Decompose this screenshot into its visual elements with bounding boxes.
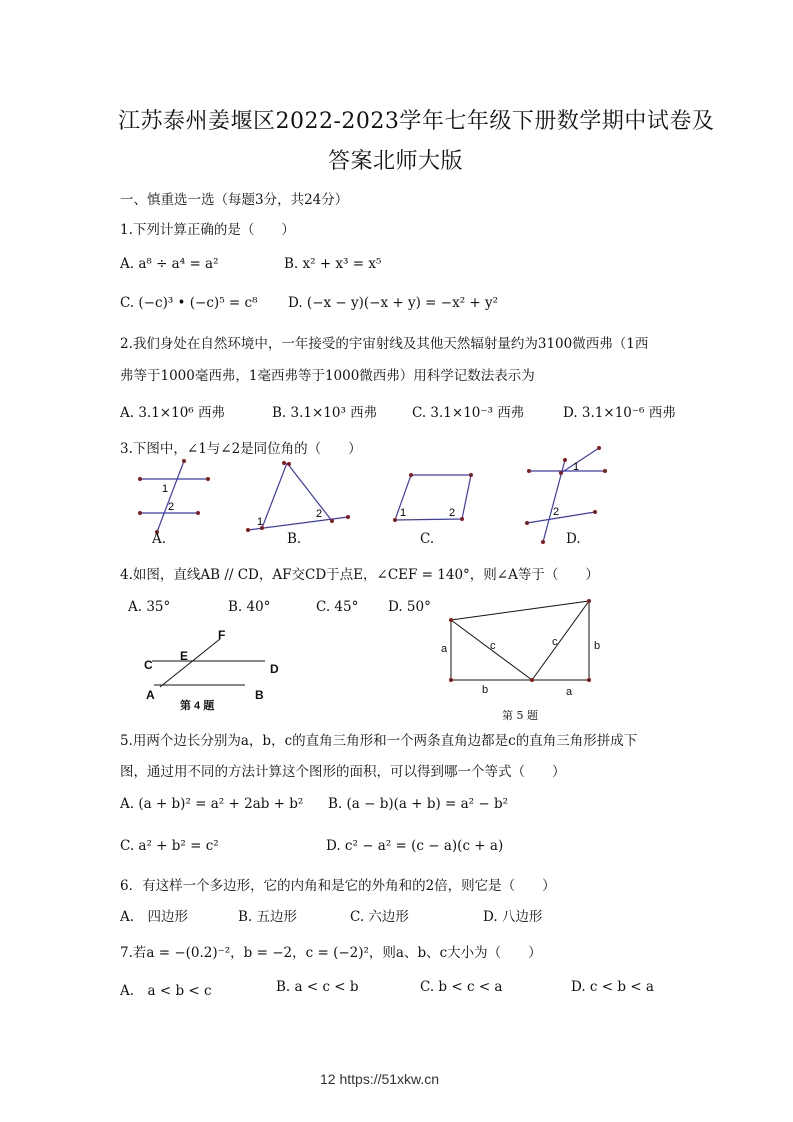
q1-option-b: B. x² + x³ = x⁵ <box>284 256 382 272</box>
q7-stem: 7.若a = −(0.2)⁻²，b = −2，c = (−2)²，则a、b、c大小为（ ） <box>120 945 542 961</box>
q3-figure-d <box>515 440 615 550</box>
q5-option-b: B. (a − b)(a + b) = a² − b² <box>328 796 509 812</box>
q6-option-d: D. 八边形 <box>483 909 543 925</box>
q7-option-d: D. c < b < a <box>571 979 654 995</box>
q1-option-d: D. (−x − y)(−x + y) = −x² + y² <box>288 295 499 311</box>
q4-label-c: C <box>144 658 153 672</box>
q3a-angle2-label: 2 <box>168 501 175 513</box>
q3b-angle1-label: 1 <box>257 516 264 528</box>
q5-figure <box>440 595 610 720</box>
q2-option-b: B. 3.1×10³ 西弗 <box>272 405 378 421</box>
q3c-angle1-label: 1 <box>400 507 407 519</box>
q6-option-a: A. 四边形 <box>120 909 189 925</box>
q4-stem: 4.如图，直线AB // CD，AF交CD于点E，∠CEF = 140°，则∠A等于（ ） <box>120 567 599 583</box>
q1-stem: 1.下列计算正确的是（ ） <box>120 222 295 238</box>
q3-figure-d-label: D. <box>566 531 581 547</box>
q5-label-c-left: c <box>490 640 496 652</box>
q5-label-b-right: b <box>594 640 601 652</box>
q5-label-a-left: a <box>441 643 448 655</box>
q4-figure <box>140 625 290 720</box>
q3b-angle2-label: 2 <box>316 508 323 520</box>
q2-line2: 弗等于1000毫西弗，1毫西弗等于1000微西弗）用科学记数法表示为 <box>120 368 535 384</box>
q4-option-b: B. 40° <box>228 599 271 615</box>
q4-label-f: F <box>218 628 226 642</box>
q7-option-a: A. a < b < c <box>120 983 212 999</box>
q6-stem: 6．有这样一个多边形，它的内角和是它的外角和的2倍，则它是（ ） <box>120 878 556 894</box>
q5-option-a: A. (a + b)² = a² + 2ab + b² <box>120 796 304 812</box>
q5-option-c: C. a² + b² = c² <box>120 838 219 854</box>
q2-option-d: D. 3.1×10⁻⁶ 西弗 <box>563 405 676 421</box>
q4-label-a: A <box>146 688 155 702</box>
q3-figure-a-label: A. <box>152 531 167 547</box>
page-title-line2: 答案北师大版 <box>328 149 464 174</box>
q3-figure-b-label: B. <box>287 531 302 547</box>
q7-option-b: B. a < c < b <box>276 979 359 995</box>
q3c-angle2-label: 2 <box>449 507 456 519</box>
q6-option-b: B. 五边形 <box>238 909 298 925</box>
q5-caption: 第 5 题 <box>502 709 538 722</box>
q4-label-d: D <box>270 662 279 676</box>
q5-line2: 图，通过用不同的方法计算这个图形的面积，可以得到哪一个等式（ ） <box>120 764 566 780</box>
page-footer: 12 https://51xkw.cn <box>320 1071 440 1087</box>
q7-option-c: C. b < c < a <box>420 979 503 995</box>
q1-option-a: A. a⁸ ÷ a⁴ = a² <box>120 256 219 272</box>
q5-line1: 5.用两个边长分别为a，b，c的直角三角形和一个两条直角边都是c的直角三角形拼成下 <box>120 733 638 749</box>
q3d-angle2-label: 2 <box>553 506 560 518</box>
q4-option-c: C. 45° <box>316 599 359 615</box>
section-header: 一、慎重选一选（每题3分，共24分） <box>120 192 349 208</box>
q5-label-c-right: c <box>552 636 558 648</box>
q3a-angle1-label: 1 <box>162 483 169 495</box>
q3-figure-c-label: C. <box>420 531 435 547</box>
q3-figure-b <box>240 455 360 540</box>
q6-option-c: C. 六边形 <box>350 909 409 925</box>
q4-caption: 第 4 题 <box>180 700 215 712</box>
q3d-angle1-label: 1 <box>573 461 580 473</box>
q5-label-a-bottom: a <box>566 686 573 698</box>
q2-line1: 2.我们身处在自然环境中，一年接受的宇宙射线及其他天然辐射量约为3100微西弗（1西 <box>120 336 649 352</box>
q3-stem: 3.下图中，∠1与∠2是同位角的（ ） <box>120 441 362 457</box>
q2-option-a: A. 3.1×10⁶ 西弗 <box>120 405 225 421</box>
q3-figure-a <box>130 455 220 545</box>
q5-option-d: D. c² − a² = (c − a)(c + a) <box>326 838 504 854</box>
q3-figure-c <box>385 465 485 530</box>
page-title-line1: 江苏泰州姜堰区2022-2023学年七年级下册数学期中试卷及 <box>118 109 715 134</box>
q1-option-c: C. (−c)³ • (−c)⁵ = c⁸ <box>120 295 258 311</box>
q4-option-d: D. 50° <box>388 599 431 615</box>
q4-label-b: B <box>255 688 264 702</box>
q2-option-c: C. 3.1×10⁻³ 西弗 <box>412 405 525 421</box>
q4-label-e: E <box>180 649 189 663</box>
q5-label-b-bottom: b <box>482 684 489 696</box>
q4-option-a: A. 35° <box>128 599 171 615</box>
